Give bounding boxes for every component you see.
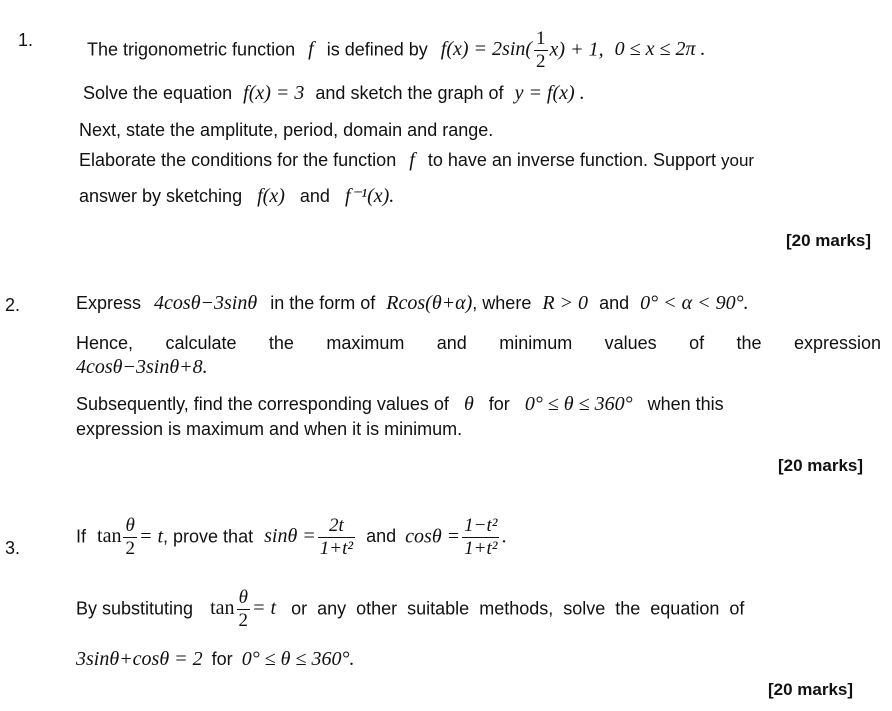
q1-line-1: The trigonometric function f is defined by f(x) = 2sin( $\frac{1}{2}$ x) + 1, 0 ≤ x ≤ 2π . (87, 28, 706, 72)
fraction-sin: $\frac{2t}{\text{1+t²}}$ (319, 515, 354, 559)
q2-line-2: Hence, calculate the maximum and minimum values of the expression (76, 333, 881, 353)
marks-label: [20 marks] (778, 456, 864, 475)
q3-line-2: By substituting tan $\frac{\theta}{2}$ = t or any other suitable methods, solve the equation of (76, 587, 745, 631)
fraction-one-half: $\frac{1}{2}$ (536, 28, 546, 72)
fraction-theta-half: $\frac{\theta}{2}$ (238, 587, 249, 631)
q2-line-4: Subsequently, find the corresponding values of θ for 0° ≤ θ ≤ 360° when this (76, 393, 724, 415)
fraction-theta-half: $\frac{\theta}{2}$ (125, 515, 135, 559)
q1-line-3: Next, state the amplitute, period, domain and range. (79, 120, 494, 140)
q3-line-3: 3sinθ+cosθ = 2 for 0° ≤ θ ≤ 360°. (76, 648, 355, 670)
q3-line-1: If tan $\frac{\theta}{2}$ = t, prove that sinθ = $\frac{2t}{\text{1+t²}}$ and cosθ = $\frac{\text{1−t²}}{\text{1+t²}}$ . (76, 515, 507, 559)
marks-label: [20 marks] (768, 680, 854, 699)
marks-label: [20 marks] (786, 231, 872, 250)
q1-line-4: Elaborate the conditions for the function f to have an inverse function. Support your (79, 149, 755, 171)
fraction-cos: $\frac{\text{1−t²}}{\text{1+t²}}$ (464, 515, 498, 559)
question-number: 3. (5, 538, 21, 558)
q2-line-5: expression is maximum and when it is minimum. (76, 419, 463, 439)
q1-line-2: Solve the equation f(x) = 3 and sketch the graph of y = f(x) . (83, 82, 585, 104)
q1-line-5: answer by sketching f(x) and f⁻¹(x). (79, 185, 395, 207)
q2-line-1: Express 4cosθ−3sinθ in the form of Rcos(θ+α), where R > 0 and 0° < α < 90°. (76, 292, 749, 314)
q2-line-3: 4cosθ−3sinθ+8. (76, 356, 208, 378)
question-number: 1. (18, 30, 34, 50)
question-number: 2. (5, 295, 21, 315)
